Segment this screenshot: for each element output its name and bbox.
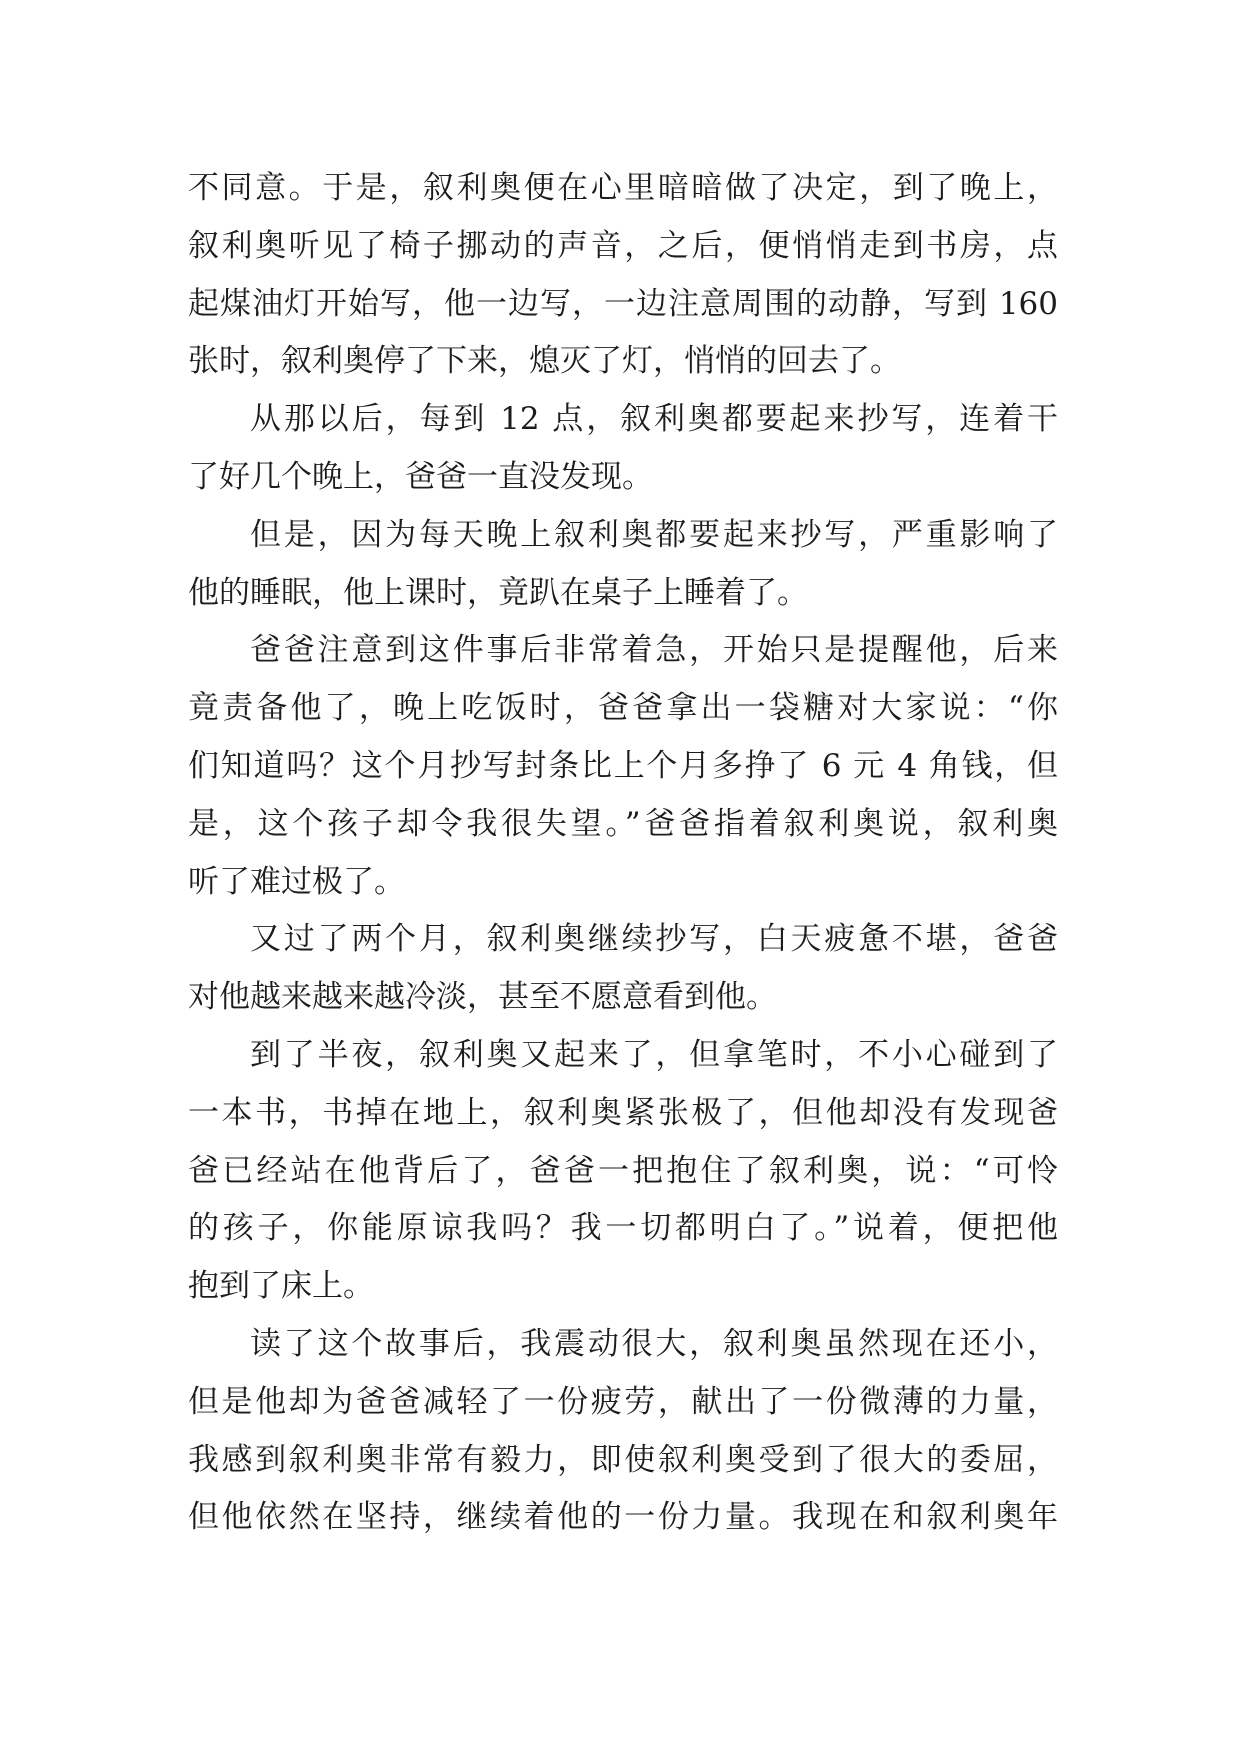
text-line: 的孩子，你能原谅我吗？我一切都明白了。”说着，便把他 — [188, 1210, 1058, 1247]
text-line: 又过了两个月，叙利奥继续抄写，白天疲惫不堪，爸爸 — [250, 921, 1058, 958]
document-body — [188, 160, 1058, 1547]
text-line: 是，这个孩子却令我很失望。”爸爸指着叙利奥说，叙利奥 — [188, 805, 1058, 842]
text-line: 从那以后，每到 12 点，叙利奥都要起来抄写，连着干 — [250, 401, 1058, 438]
text-line: 爸已经站在他背后了，爸爸一把抱住了叙利奥，说：“可怜 — [188, 1152, 1058, 1189]
text-line: 对他越来越来越冷淡，甚至不愿意看到他。 — [188, 979, 777, 1016]
text-line: 我感到叙利奥非常有毅力，即使叙利奥受到了很大的委屈， — [188, 1441, 1058, 1478]
text-line: 但是他却为爸爸减轻了一份疲劳，献出了一份微薄的力量， — [188, 1383, 1058, 1420]
text-line: 但他依然在坚持，继续着他的一份力量。我现在和叙利奥年 — [188, 1499, 1058, 1536]
text-line: 爸爸注意到这件事后非常着急，开始只是提醒他，后来 — [250, 632, 1058, 669]
text-line: 们知道吗？这个月抄写封条比上个月多挣了 6 元 4 角钱，但 — [188, 747, 1058, 784]
text-line: 一本书，书掉在地上，叙利奥紧张极了，但他却没有发现爸 — [188, 1094, 1058, 1131]
text-line: 他的睡眠，他上课时，竟趴在桌子上睡着了。 — [188, 574, 808, 611]
text-line: 叙利奥听见了椅子挪动的声音，之后，便悄悄走到书房，点 — [188, 227, 1058, 264]
text-line: 抱到了床上。 — [188, 1268, 374, 1305]
text-line: 起煤油灯开始写，他一边写，一边注意周围的动静，写到 160 — [188, 285, 1058, 322]
text-line: 但是，因为每天晚上叙利奥都要起来抄写，严重影响了 — [250, 516, 1058, 553]
text-line: 听了难过极了。 — [188, 863, 405, 900]
text-line: 竟责备他了，晚上吃饭时，爸爸拿出一袋糖对大家说：“你 — [188, 690, 1058, 727]
text-line: 了好几个晚上，爸爸一直没发现。 — [188, 458, 653, 495]
text-line: 读了这个故事后，我震动很大，叙利奥虽然现在还小， — [250, 1325, 1058, 1362]
text-line: 不同意。于是，叙利奥便在心里暗暗做了决定，到了晚上， — [188, 170, 1058, 206]
text-line: 到了半夜，叙利奥又起来了，但拿笔时，不小心碰到了 — [250, 1036, 1058, 1073]
text-line: 张时，叙利奥停了下来，熄灭了灯，悄悄的回去了。 — [188, 343, 901, 380]
